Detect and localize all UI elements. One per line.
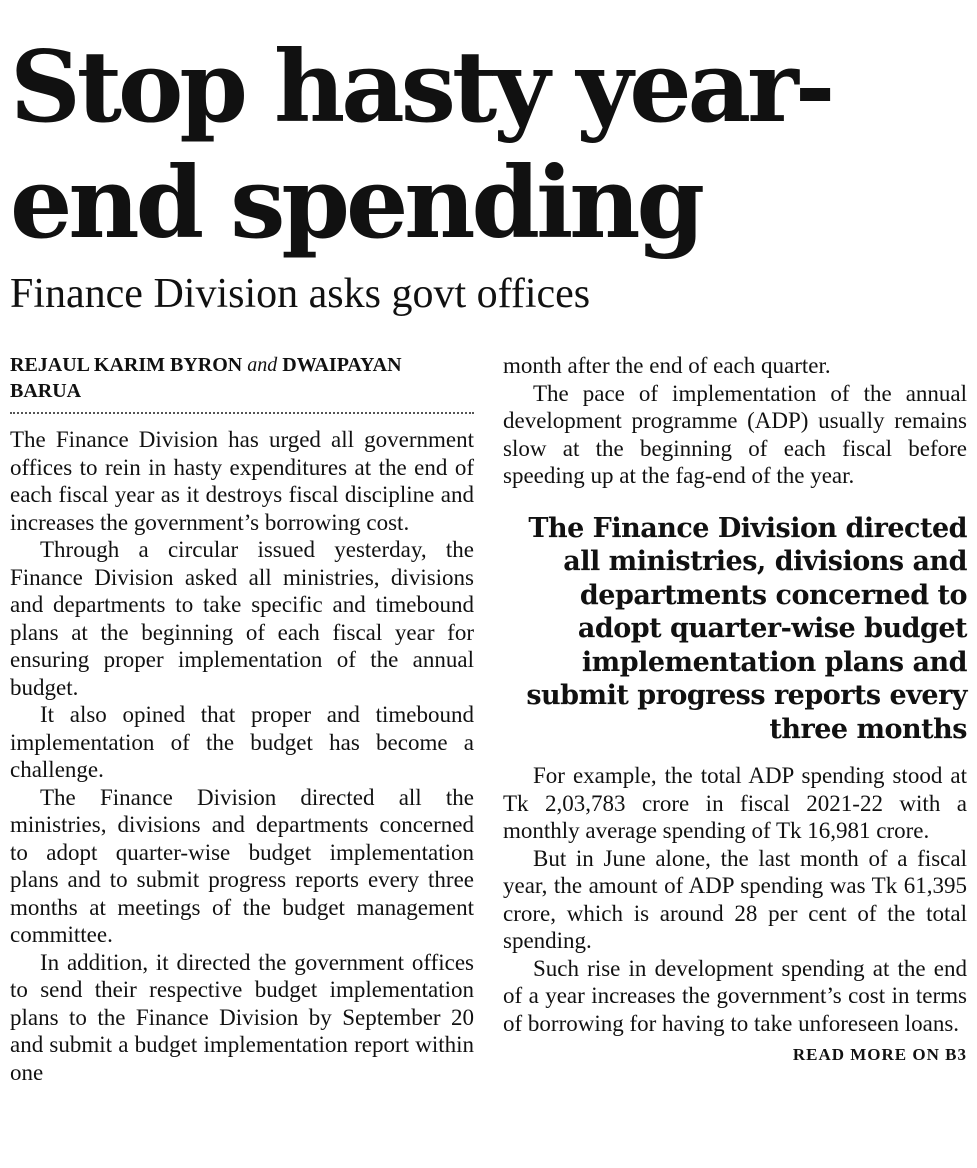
byline-author-2: DWAIPAYAN BARUA xyxy=(10,354,402,402)
paragraph: In addition, it directed the government offices to send their respective budget implementation plans to the Finance Division by September 20 and submit a budget implementation report within one xyxy=(10,949,474,1085)
paragraph-continuation: month after the end of each quarter. xyxy=(503,353,831,378)
pull-quote: The Finance Division directed all ministries, divisions and departments concerned to adopt quarter-wise budget implementation plans and submit progress reports every three months xyxy=(526,512,967,745)
paragraph: For example, the total ADP spending stood at Tk 2,03,783 crore in fiscal 2021-22 with a monthly average spending of Tk 16,981 crore. xyxy=(503,763,967,843)
paragraph: The pace of implementation of the annual development programme (ADP) usually remains slow at the beginning of each fiscal before speeding up at the fag-end of the year. xyxy=(503,380,967,488)
subheadline: Finance Division asks govt offices xyxy=(10,271,591,317)
headline: Stop hasty year-end spending xyxy=(10,30,832,261)
read-more-link[interactable]: READ MORE ON B3 xyxy=(792,1045,967,1064)
paragraph: The Finance Division has urged all government offices to rein in hasty expenditures at the end of each fiscal year as it destroys fiscal discipline and increases the government’s borrowing cost. xyxy=(10,427,474,535)
paragraph: It also opined that proper and timebound implementation of the budget has become a challenge. xyxy=(10,702,474,782)
left-column xyxy=(10,352,474,1086)
paragraph: Such rise in development spending at the end of a year increases the government’s cost in terms of borrowing for having to take unforeseen loans. xyxy=(503,955,967,1036)
paragraph: Through a circular issued yesterday, the Finance Division asked all ministries, divisions and departments to take specific and timebound plans at the beginning of each fiscal year for ensuring proper implementation of the annual budget. xyxy=(10,537,474,700)
left-column-body xyxy=(10,426,474,1086)
paragraph: The Finance Division directed all the ministries, divisions and departments concerned to adopt quarter-wise budget implementation plans and to submit progress reports every three months at meetings of the budget management committee. xyxy=(10,784,474,947)
byline-conjunction: and xyxy=(247,354,278,376)
byline xyxy=(10,352,474,414)
right-column xyxy=(503,352,967,1069)
paragraph: But in June alone, the last month of a fiscal year, the amount of ADP spending was Tk 61,395 crore, which is around 28 per cent of the total spending. xyxy=(503,845,967,953)
byline-author-1: REJAUL KARIM BYRON xyxy=(10,354,243,376)
